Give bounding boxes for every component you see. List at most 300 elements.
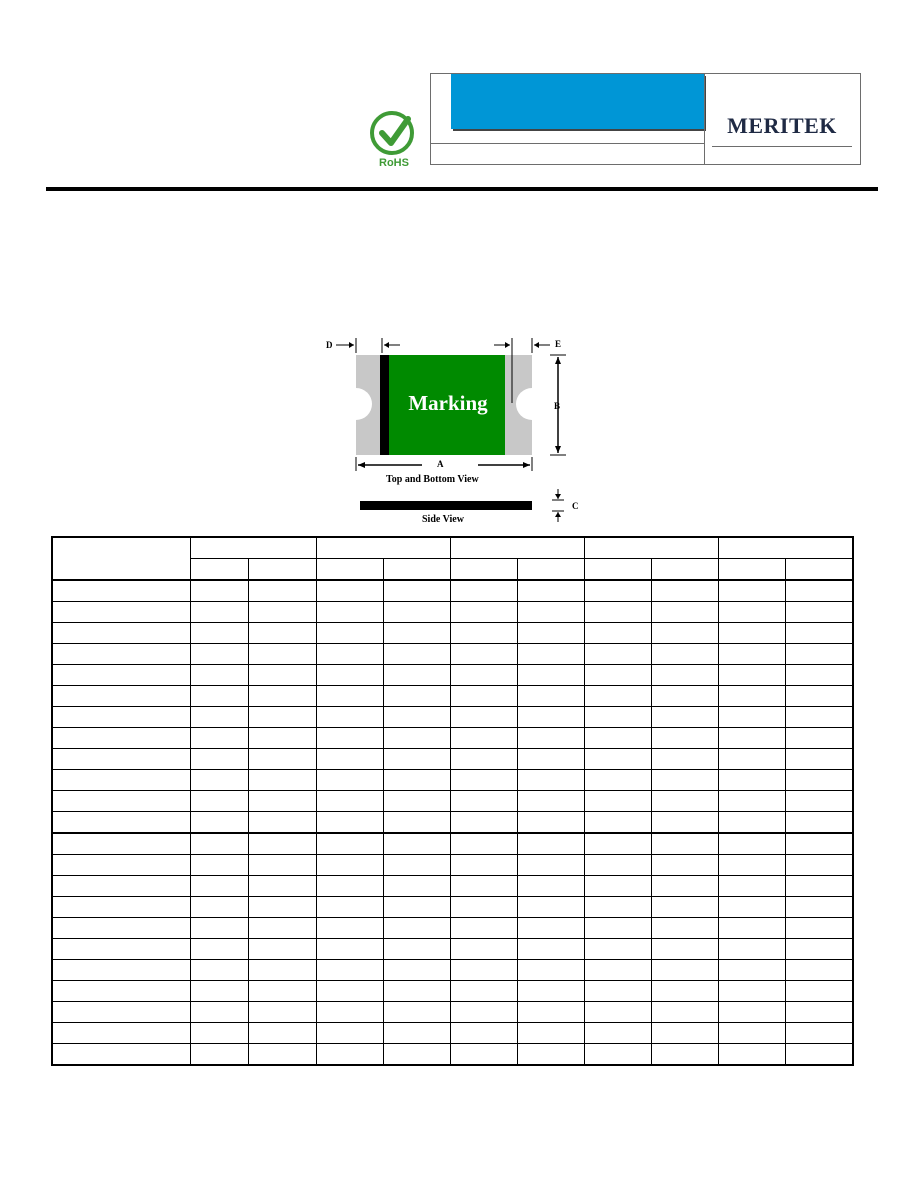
table-cell <box>517 939 584 960</box>
sub-header <box>450 559 517 581</box>
table-cell <box>248 1002 316 1023</box>
table-cell <box>584 665 651 686</box>
table-cell <box>383 1023 450 1044</box>
table-cell <box>383 707 450 728</box>
table-cell <box>517 876 584 897</box>
table-cell <box>52 644 190 665</box>
table-cell <box>190 855 248 876</box>
table-cell <box>248 623 316 644</box>
table-cell <box>785 665 853 686</box>
table-cell <box>517 686 584 707</box>
table-cell <box>248 876 316 897</box>
table-cell <box>316 707 383 728</box>
table-cell <box>316 960 383 981</box>
table-cell <box>52 707 190 728</box>
table-cell <box>651 833 718 855</box>
dim-b-label: B <box>554 401 561 411</box>
table-cell <box>52 939 190 960</box>
sub-header <box>316 559 383 581</box>
table-cell <box>248 791 316 812</box>
table-cell <box>383 939 450 960</box>
table-cell <box>52 1002 190 1023</box>
table-cell <box>584 749 651 770</box>
table-cell <box>52 665 190 686</box>
dim-e-label: E <box>555 339 562 349</box>
table-cell <box>718 981 785 1002</box>
table-row <box>52 791 853 812</box>
table-cell <box>383 960 450 981</box>
table-cell <box>517 981 584 1002</box>
table-cell <box>785 897 853 918</box>
table-cell <box>584 918 651 939</box>
sub-header <box>190 559 248 581</box>
table-cell <box>517 918 584 939</box>
table-cell <box>785 791 853 812</box>
brand-name: MERITEK <box>727 113 837 138</box>
table-cell <box>383 897 450 918</box>
table-cell <box>785 749 853 770</box>
table-row <box>52 897 853 918</box>
table-row <box>52 960 853 981</box>
sub-header <box>718 559 785 581</box>
part-number-header <box>52 537 190 580</box>
table-cell <box>52 812 190 834</box>
table-row <box>52 623 853 644</box>
table-cell <box>651 665 718 686</box>
table-cell <box>517 791 584 812</box>
table-row <box>52 812 853 834</box>
table-cell <box>450 1023 517 1044</box>
group-header <box>584 537 718 559</box>
table-cell <box>316 665 383 686</box>
table-cell <box>584 770 651 791</box>
table-cell <box>316 580 383 602</box>
table-cell <box>383 791 450 812</box>
table-cell <box>450 855 517 876</box>
table-cell <box>584 580 651 602</box>
table-cell <box>785 833 853 855</box>
brand-underline <box>712 146 852 147</box>
table-cell <box>248 812 316 834</box>
table-cell <box>52 960 190 981</box>
table-cell <box>718 1002 785 1023</box>
table-cell <box>651 981 718 1002</box>
table-row <box>52 939 853 960</box>
table-cell <box>383 981 450 1002</box>
table-row <box>52 855 853 876</box>
table-cell <box>190 918 248 939</box>
logo-rule <box>430 143 705 144</box>
logo-divider <box>704 73 705 165</box>
table-cell <box>517 644 584 665</box>
table-cell <box>651 918 718 939</box>
table-cell <box>52 1044 190 1066</box>
table-cell <box>651 791 718 812</box>
table-cell <box>785 855 853 876</box>
table-cell <box>450 686 517 707</box>
table-cell <box>248 665 316 686</box>
polarity-band <box>380 355 389 455</box>
table-cell <box>316 791 383 812</box>
table-cell <box>718 1023 785 1044</box>
table-cell <box>450 623 517 644</box>
table-row <box>52 981 853 1002</box>
table-cell <box>190 707 248 728</box>
table-cell <box>52 749 190 770</box>
table-cell <box>190 686 248 707</box>
group-header <box>316 537 450 559</box>
table-cell <box>450 728 517 749</box>
sub-header <box>248 559 316 581</box>
table-cell <box>190 812 248 834</box>
table-cell <box>190 580 248 602</box>
table-cell <box>316 1002 383 1023</box>
table-cell <box>450 833 517 855</box>
table-header-row <box>52 537 853 559</box>
table-cell <box>450 939 517 960</box>
table-cell <box>316 623 383 644</box>
table-cell <box>651 939 718 960</box>
table-cell <box>517 812 584 834</box>
table-cell <box>785 728 853 749</box>
table-cell <box>190 1044 248 1066</box>
table-cell <box>383 623 450 644</box>
table-cell <box>651 855 718 876</box>
table-cell <box>584 1002 651 1023</box>
table-cell <box>316 749 383 770</box>
table-cell <box>718 602 785 623</box>
table-row <box>52 1044 853 1066</box>
table-cell <box>517 728 584 749</box>
table-cell <box>450 749 517 770</box>
table-cell <box>248 644 316 665</box>
table-cell <box>651 897 718 918</box>
table-cell <box>517 602 584 623</box>
table-cell <box>718 833 785 855</box>
table-cell <box>383 855 450 876</box>
table-cell <box>383 580 450 602</box>
table-row <box>52 580 853 602</box>
table-cell <box>316 1044 383 1066</box>
side-view-caption: Side View <box>422 514 464 525</box>
table-cell <box>190 833 248 855</box>
table-cell <box>383 770 450 791</box>
table-cell <box>517 833 584 855</box>
table-cell <box>316 876 383 897</box>
table-cell <box>584 623 651 644</box>
table-cell <box>651 580 718 602</box>
table-cell <box>785 918 853 939</box>
table-cell <box>785 707 853 728</box>
table-cell <box>190 960 248 981</box>
table-cell <box>383 876 450 897</box>
table-cell <box>517 1002 584 1023</box>
table-row <box>52 1002 853 1023</box>
component-diagram <box>316 333 588 533</box>
table-cell <box>584 707 651 728</box>
table-cell <box>718 1044 785 1066</box>
table-cell <box>651 728 718 749</box>
table-cell <box>52 918 190 939</box>
table-cell <box>316 855 383 876</box>
table-cell <box>190 728 248 749</box>
table-cell <box>383 1044 450 1066</box>
table-cell <box>584 960 651 981</box>
table-row <box>52 770 853 791</box>
table-cell <box>785 960 853 981</box>
table-cell <box>316 686 383 707</box>
table-cell <box>785 1002 853 1023</box>
table-row <box>52 728 853 749</box>
table-cell <box>584 791 651 812</box>
table-cell <box>52 623 190 644</box>
table-cell <box>718 707 785 728</box>
header-rule <box>46 187 878 191</box>
table-cell <box>785 939 853 960</box>
diagram-drawing <box>316 333 588 533</box>
table-cell <box>52 1023 190 1044</box>
table-cell <box>383 812 450 834</box>
sub-header <box>584 559 651 581</box>
table-cell <box>584 602 651 623</box>
table-cell <box>718 876 785 897</box>
table-cell <box>248 749 316 770</box>
table-cell <box>584 981 651 1002</box>
table-cell <box>316 981 383 1002</box>
group-header <box>718 537 853 559</box>
table-cell <box>718 749 785 770</box>
table-cell <box>52 876 190 897</box>
table-cell <box>718 855 785 876</box>
dim-a-label: A <box>437 459 444 469</box>
table-cell <box>651 707 718 728</box>
group-header <box>450 537 584 559</box>
table-cell <box>248 960 316 981</box>
table-cell <box>785 1023 853 1044</box>
table-cell <box>316 728 383 749</box>
table-cell <box>718 728 785 749</box>
table-cell <box>718 960 785 981</box>
table-cell <box>785 812 853 834</box>
table-cell <box>383 665 450 686</box>
table-cell <box>190 770 248 791</box>
table-row <box>52 665 853 686</box>
table-cell <box>651 1023 718 1044</box>
table-cell <box>718 623 785 644</box>
table-cell <box>190 981 248 1002</box>
table-row <box>52 876 853 897</box>
table-cell <box>52 602 190 623</box>
table-cell <box>651 1002 718 1023</box>
table-cell <box>316 939 383 960</box>
table-cell <box>651 812 718 834</box>
table-cell <box>584 876 651 897</box>
check-icon <box>374 113 414 153</box>
table-cell <box>316 1023 383 1044</box>
table-cell <box>450 580 517 602</box>
sub-header <box>785 559 853 581</box>
table-cell <box>785 876 853 897</box>
table-cell <box>316 644 383 665</box>
table-cell <box>785 981 853 1002</box>
table-cell <box>248 728 316 749</box>
table-cell <box>450 770 517 791</box>
table-cell <box>718 791 785 812</box>
table-cell <box>584 1044 651 1066</box>
table-cell <box>517 1023 584 1044</box>
table-cell <box>785 644 853 665</box>
table-row <box>52 686 853 707</box>
table-cell <box>52 686 190 707</box>
table-cell <box>584 812 651 834</box>
table-cell <box>316 602 383 623</box>
table-cell <box>651 644 718 665</box>
table-body <box>52 537 853 1065</box>
table-cell <box>785 602 853 623</box>
marking-label: Marking <box>408 391 488 415</box>
table-cell <box>248 918 316 939</box>
table-cell <box>651 960 718 981</box>
sub-header <box>651 559 718 581</box>
table-cell <box>651 749 718 770</box>
table-cell <box>718 770 785 791</box>
table-cell <box>450 791 517 812</box>
group-header <box>190 537 316 559</box>
table-cell <box>383 644 450 665</box>
table-cell <box>383 602 450 623</box>
table-cell <box>785 686 853 707</box>
table-cell <box>52 770 190 791</box>
table-cell <box>190 749 248 770</box>
table-cell <box>584 686 651 707</box>
table-cell <box>450 876 517 897</box>
table-cell <box>52 728 190 749</box>
table-row <box>52 833 853 855</box>
table-row <box>52 749 853 770</box>
table-cell <box>450 960 517 981</box>
table-cell <box>651 602 718 623</box>
table-cell <box>316 770 383 791</box>
table-cell <box>248 897 316 918</box>
table-cell <box>450 665 517 686</box>
table-cell <box>651 623 718 644</box>
table-cell <box>517 623 584 644</box>
rohs-badge <box>366 111 422 173</box>
table-cell <box>450 897 517 918</box>
table-cell <box>248 770 316 791</box>
table-cell <box>450 602 517 623</box>
table-cell <box>316 812 383 834</box>
table-cell <box>718 580 785 602</box>
table-cell <box>316 833 383 855</box>
table-cell <box>584 1023 651 1044</box>
table-cell <box>651 876 718 897</box>
table-cell <box>248 1023 316 1044</box>
table-cell <box>718 812 785 834</box>
table-cell <box>584 644 651 665</box>
dim-c-label: C <box>572 501 579 511</box>
table-cell <box>383 728 450 749</box>
table-cell <box>248 707 316 728</box>
table-cell <box>52 897 190 918</box>
table-cell <box>450 707 517 728</box>
table-cell <box>517 1044 584 1066</box>
table-cell <box>248 855 316 876</box>
table-cell <box>248 833 316 855</box>
table-cell <box>52 855 190 876</box>
table-cell <box>52 791 190 812</box>
rohs-label: RoHS <box>379 157 409 169</box>
table-cell <box>517 770 584 791</box>
table-cell <box>651 770 718 791</box>
table-cell <box>785 1044 853 1066</box>
table-cell <box>248 602 316 623</box>
table-cell <box>450 1002 517 1023</box>
table-cell <box>190 939 248 960</box>
table-cell <box>517 855 584 876</box>
table-cell <box>190 876 248 897</box>
table-cell <box>190 602 248 623</box>
table-cell <box>190 644 248 665</box>
table-cell <box>190 791 248 812</box>
table-cell <box>316 918 383 939</box>
table-cell <box>248 981 316 1002</box>
table-cell <box>718 897 785 918</box>
table-row <box>52 918 853 939</box>
table-cell <box>718 686 785 707</box>
table-cell <box>248 580 316 602</box>
table-cell <box>651 686 718 707</box>
table-row <box>52 1023 853 1044</box>
table-cell <box>316 897 383 918</box>
side-view-bar <box>360 501 532 510</box>
table-cell <box>383 833 450 855</box>
table-cell <box>190 897 248 918</box>
table-cell <box>584 939 651 960</box>
table-cell <box>718 918 785 939</box>
table-cell <box>785 770 853 791</box>
table-cell <box>383 918 450 939</box>
table-cell <box>718 939 785 960</box>
table-cell <box>383 686 450 707</box>
table-cell <box>450 812 517 834</box>
table-cell <box>52 833 190 855</box>
table-cell <box>190 665 248 686</box>
table-cell <box>584 728 651 749</box>
table-row <box>52 707 853 728</box>
table-cell <box>52 981 190 1002</box>
table-cell <box>248 939 316 960</box>
table-cell <box>190 1002 248 1023</box>
table-cell <box>450 918 517 939</box>
table-cell <box>517 665 584 686</box>
table-cell <box>517 749 584 770</box>
top-view-caption: Top and Bottom View <box>386 474 479 485</box>
table-cell <box>785 623 853 644</box>
table-cell <box>52 580 190 602</box>
table-cell <box>785 580 853 602</box>
table-cell <box>584 833 651 855</box>
table-cell <box>248 686 316 707</box>
sub-header <box>383 559 450 581</box>
table-cell <box>383 1002 450 1023</box>
table-cell <box>584 855 651 876</box>
table-cell <box>450 644 517 665</box>
table-row <box>52 602 853 623</box>
table-cell <box>383 749 450 770</box>
logo-blue-bar <box>451 74 704 129</box>
table-cell <box>651 1044 718 1066</box>
